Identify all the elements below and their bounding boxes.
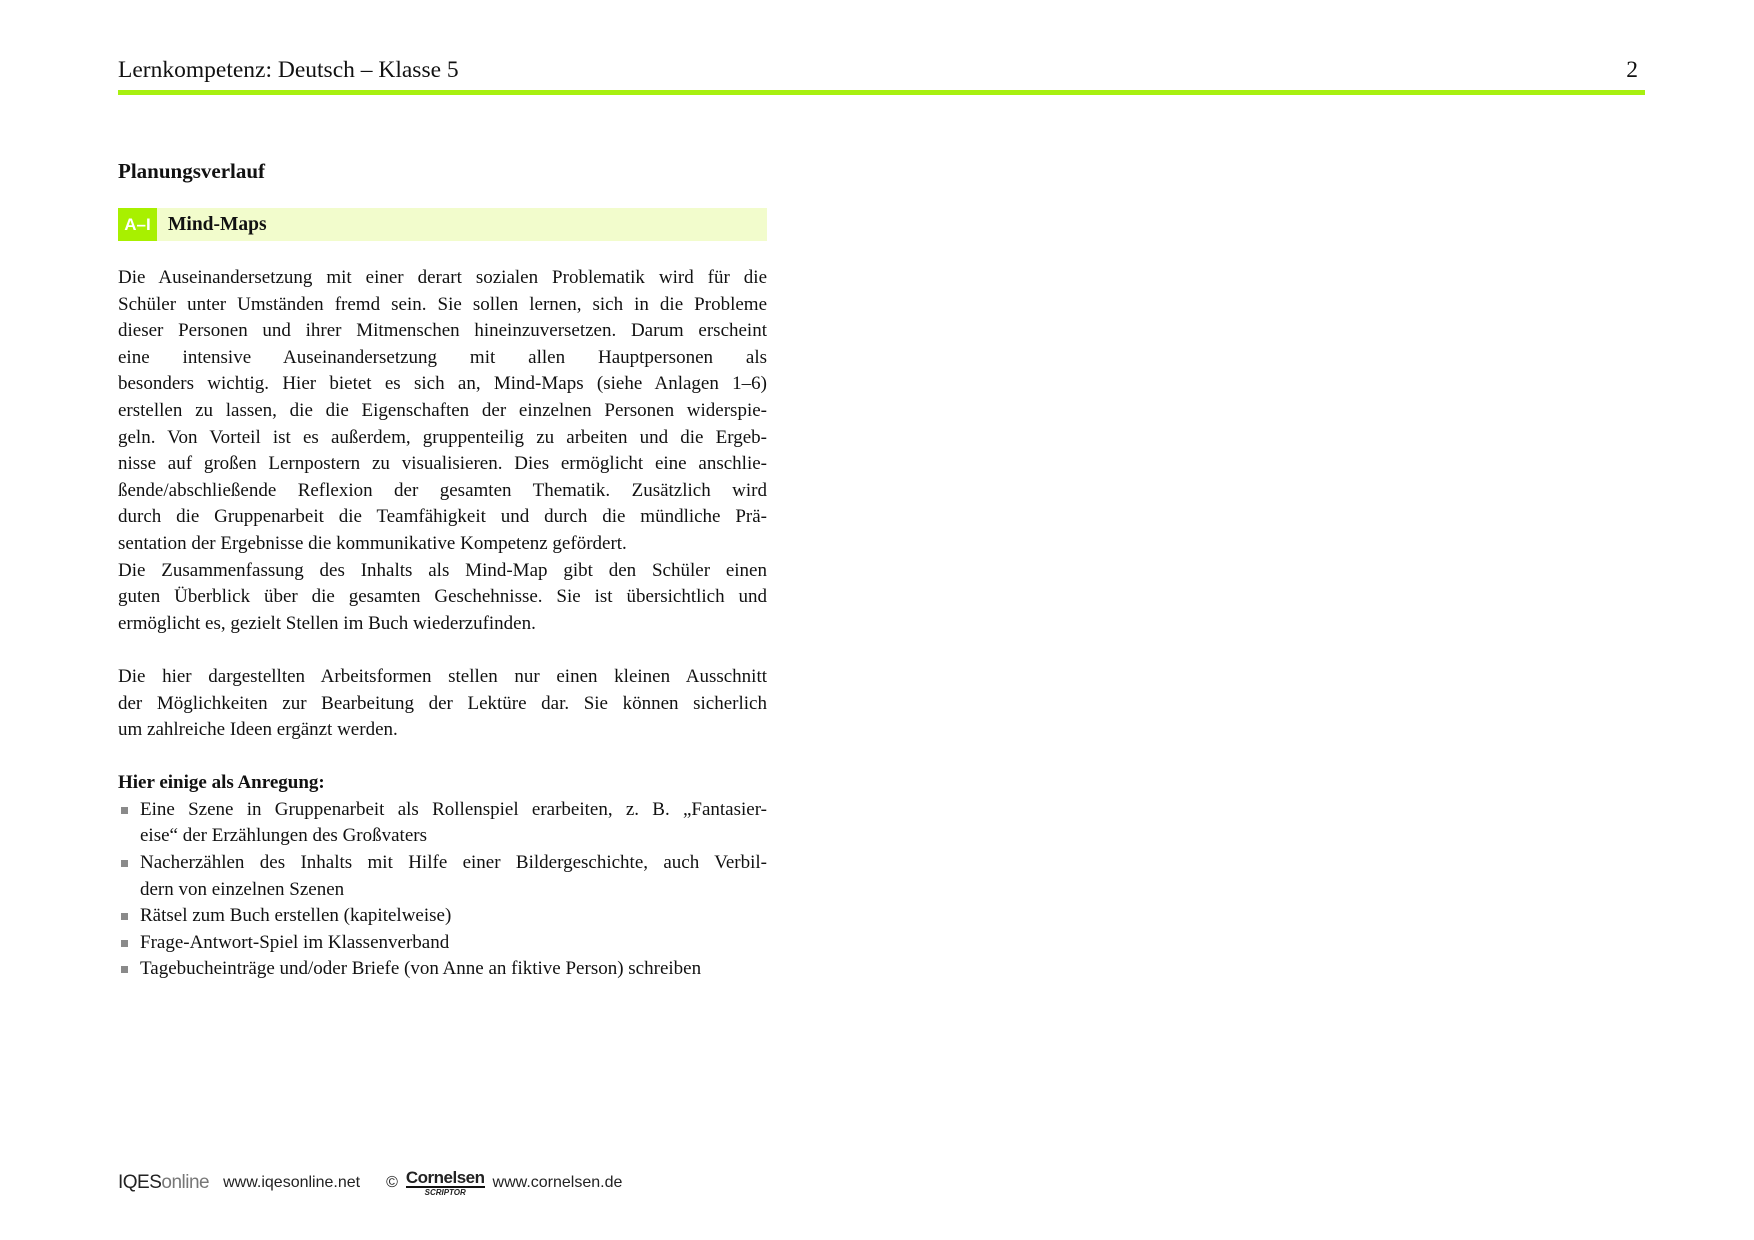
text-line: durch die Gruppenarbeit die Teamfähigkeit und durch die mündliche Prä- bbox=[118, 506, 767, 528]
copyright-symbol: © bbox=[386, 1174, 398, 1191]
text-line: Tagebucheinträge und/oder Briefe (von Anne an fiktive Person) schreiben bbox=[140, 958, 702, 980]
bullet-square-icon bbox=[121, 940, 128, 947]
list-heading: Hier einige als Anregung: bbox=[118, 772, 325, 794]
text-line: geln. Von Vorteil ist es außerdem, gruppenteilig zu arbeiten und die Ergeb- bbox=[118, 426, 767, 448]
text-line: nisse auf großen Lernpostern zu visualisieren. Dies ermöglicht eine anschlie- bbox=[118, 453, 767, 475]
bullet-square-icon bbox=[121, 966, 128, 973]
header-divider bbox=[118, 90, 1645, 95]
cornelsen-logo-text: Cornelsen bbox=[405, 1168, 485, 1187]
iqes-logo bbox=[118, 1172, 209, 1194]
text-line: um zahlreiche Ideen ergänzt werden. bbox=[118, 719, 398, 741]
section-tag: A–I bbox=[118, 208, 157, 241]
iqes-url-link[interactable]: www.iqesonline.net bbox=[223, 1174, 361, 1191]
cornelsen-url-link[interactable]: www.cornelsen.de bbox=[492, 1174, 623, 1191]
body-text bbox=[118, 265, 767, 983]
text-line: Die Zusammenfassung des Inhalts als Mind-Map gibt den Schüler einen bbox=[118, 559, 767, 581]
text-line: sentation der Ergebnisse die kommunikative Kompetenz gefördert. bbox=[118, 532, 627, 554]
iqes-logo-light: online bbox=[161, 1172, 210, 1193]
text-line: eine intensive Auseinandersetzung mit allen Hauptpersonen als bbox=[118, 346, 767, 368]
text-line: eise“ der Erzählungen des Großvaters bbox=[140, 825, 427, 847]
text-line: Eine Szene in Gruppenarbeit als Rollenspiel erarbeiten, z. B. „Fantasier- bbox=[140, 798, 767, 820]
scriptor-logo-text: SCRIPTOR bbox=[424, 1188, 466, 1197]
text-line: erstellen zu lassen, die die Eigenschaften der einzelnen Personen widerspie- bbox=[118, 399, 767, 421]
text-line: Frage-Antwort-Spiel im Klassenverband bbox=[140, 931, 450, 953]
list-item bbox=[118, 850, 767, 903]
text-line: Rätsel zum Buch erstellen (kapitelweise) bbox=[140, 905, 452, 927]
section-box-title: Mind-Maps bbox=[168, 214, 267, 235]
text-line: Die hier dargestellten Arbeitsformen stellen nur einen kleinen Ausschnitt bbox=[118, 665, 767, 687]
section-box bbox=[118, 208, 767, 241]
text-line: dern von einzelnen Szenen bbox=[140, 878, 345, 900]
bullet-square-icon bbox=[121, 860, 128, 867]
section-title: Planungsverlauf bbox=[118, 159, 266, 183]
bullet-square-icon bbox=[121, 913, 128, 920]
cornelsen-logo bbox=[406, 1169, 485, 1197]
paragraph-3 bbox=[118, 664, 767, 744]
page-number: 2 bbox=[1626, 57, 1638, 83]
text-line: Nacherzählen des Inhalts mit Hilfe einer Bildergeschichte, auch Verbil- bbox=[140, 852, 767, 874]
bullet-square-icon bbox=[121, 807, 128, 814]
page-footer bbox=[118, 1168, 622, 1198]
iqes-logo-bold: IQES bbox=[118, 1172, 162, 1193]
list-item bbox=[118, 797, 767, 850]
text-line: Die Auseinandersetzung mit einer derart sozialen Problematik wird für die bbox=[118, 267, 767, 288]
header-title: Lernkompetenz: Deutsch – Klasse 5 bbox=[118, 57, 459, 83]
list-item bbox=[118, 956, 767, 983]
text-line: dieser Personen und ihrer Mitmenschen hineinzuversetzen. Darum erscheint bbox=[118, 320, 767, 342]
list-item bbox=[118, 930, 767, 957]
paragraph-1 bbox=[118, 265, 767, 558]
suggestion-list bbox=[118, 797, 767, 983]
list-item bbox=[118, 903, 767, 930]
paragraph-2 bbox=[118, 558, 767, 638]
text-line: der Möglichkeiten zur Bearbeitung der Lektüre dar. Sie können sicherlich bbox=[118, 692, 767, 714]
text-line: ermöglicht es, gezielt Stellen im Buch wiederzufinden. bbox=[118, 612, 536, 634]
text-line: besonders wichtig. Hier bietet es sich an, Mind-Maps (siehe Anlagen 1–6) bbox=[118, 373, 767, 395]
text-line: guten Überblick über die gesamten Geschehnisse. Sie ist übersichtlich und bbox=[118, 586, 767, 608]
text-line: Schüler unter Umständen fremd sein. Sie sollen lernen, sich in die Probleme bbox=[118, 293, 767, 315]
text-line: ßende/abschließende Reflexion der gesamten Thematik. Zusätzlich wird bbox=[118, 479, 767, 501]
